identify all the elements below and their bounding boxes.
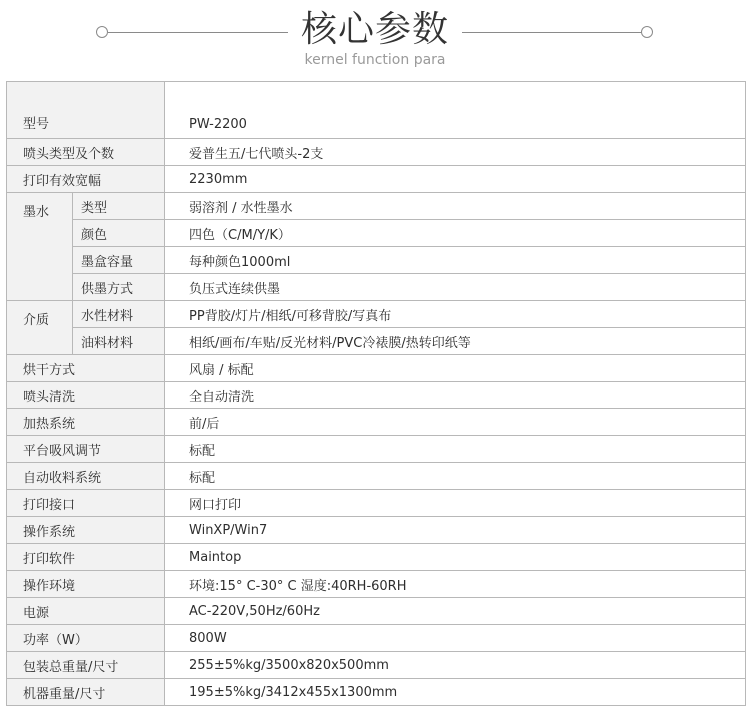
spec-value: 255±5%kg/3500x820x500mm (165, 652, 746, 679)
spec-value: Maintop (165, 544, 746, 571)
table-row (7, 220, 746, 247)
spec-label: 平台吸风调节 (7, 436, 165, 463)
divider-line (462, 32, 642, 33)
table-row (7, 436, 746, 463)
table-row (7, 382, 746, 409)
spec-group-label: 介质 (7, 301, 73, 355)
table-row (7, 82, 746, 139)
spec-label: 喷头清洗 (7, 382, 165, 409)
spec-value: 195±5%kg/3412x455x1300mm (165, 679, 746, 706)
spec-label: 机器重量/尺寸 (7, 679, 165, 706)
spec-value: 环境:15° C-30° C 湿度:40RH-60RH (165, 571, 746, 598)
spec-value: 标配 (165, 463, 746, 490)
spec-sublabel: 墨盒容量 (73, 247, 165, 274)
table-row (7, 274, 746, 301)
table-row (7, 571, 746, 598)
spec-label: 自动收料系统 (7, 463, 165, 490)
spec-value: 爱普生五/七代喷头-2支 (165, 139, 746, 166)
table-row (7, 166, 746, 193)
spec-sublabel: 类型 (73, 193, 165, 220)
section-header (0, 0, 750, 80)
spec-label: 操作系统 (7, 517, 165, 544)
table-row (7, 409, 746, 436)
page-subtitle: kernel function para (304, 52, 446, 68)
spec-label: 烘干方式 (7, 355, 165, 382)
table-row (7, 463, 746, 490)
spec-value: WinXP/Win7 (165, 517, 746, 544)
spec-value: 800W (165, 625, 746, 652)
table-row (7, 517, 746, 544)
table-row (7, 544, 746, 571)
spec-value: 网口打印 (165, 490, 746, 517)
spec-value: 弱溶剂 / 水性墨水 (165, 193, 746, 220)
spec-label: 电源 (7, 598, 165, 625)
table-row (7, 247, 746, 274)
spec-label: 功率（W） (7, 625, 165, 652)
circle-ornament-icon (641, 26, 653, 38)
spec-label: 打印有效宽幅 (7, 166, 165, 193)
spec-value: 相纸/画布/车贴/反光材料/PVC冷裱膜/热转印纸等 (165, 328, 746, 355)
spec-value: 2230mm (165, 166, 746, 193)
table-row (7, 625, 746, 652)
spec-sublabel: 水性材料 (73, 301, 165, 328)
spec-value: 负压式连续供墨 (165, 274, 746, 301)
spec-sublabel: 颜色 (73, 220, 165, 247)
table-row (7, 490, 746, 517)
spec-value: PP背胶/灯片/相纸/可移背胶/写真布 (165, 301, 746, 328)
table-row (7, 355, 746, 382)
spec-label: 加热系统 (7, 409, 165, 436)
spec-value: 每种颜色1000ml (165, 247, 746, 274)
table-row (7, 598, 746, 625)
spec-value: 前/后 (165, 409, 746, 436)
spec-value: AC-220V,50Hz/60Hz (165, 598, 746, 625)
spec-label: 喷头类型及个数 (7, 139, 165, 166)
table-row (7, 193, 746, 220)
spec-label: 打印接口 (7, 490, 165, 517)
spec-value: 全自动清洗 (165, 382, 746, 409)
spec-value: 风扇 / 标配 (165, 355, 746, 382)
table-row (7, 139, 746, 166)
table-row (7, 301, 746, 328)
spec-value: 标配 (165, 436, 746, 463)
spec-sublabel: 供墨方式 (73, 274, 165, 301)
page-title: 核心参数 (300, 9, 449, 50)
spec-value: PW-2200 (165, 82, 746, 139)
table-row (7, 652, 746, 679)
table-row (7, 328, 746, 355)
table-row (7, 679, 746, 706)
spec-sublabel: 油料材料 (73, 328, 165, 355)
spec-label: 型号 (7, 82, 165, 139)
spec-table (6, 81, 746, 706)
spec-label: 操作环境 (7, 571, 165, 598)
spec-value: 四色（C/M/Y/K） (165, 220, 746, 247)
spec-group-label: 墨水 (7, 193, 73, 301)
spec-label: 打印软件 (7, 544, 165, 571)
spec-label: 包装总重量/尺寸 (7, 652, 165, 679)
